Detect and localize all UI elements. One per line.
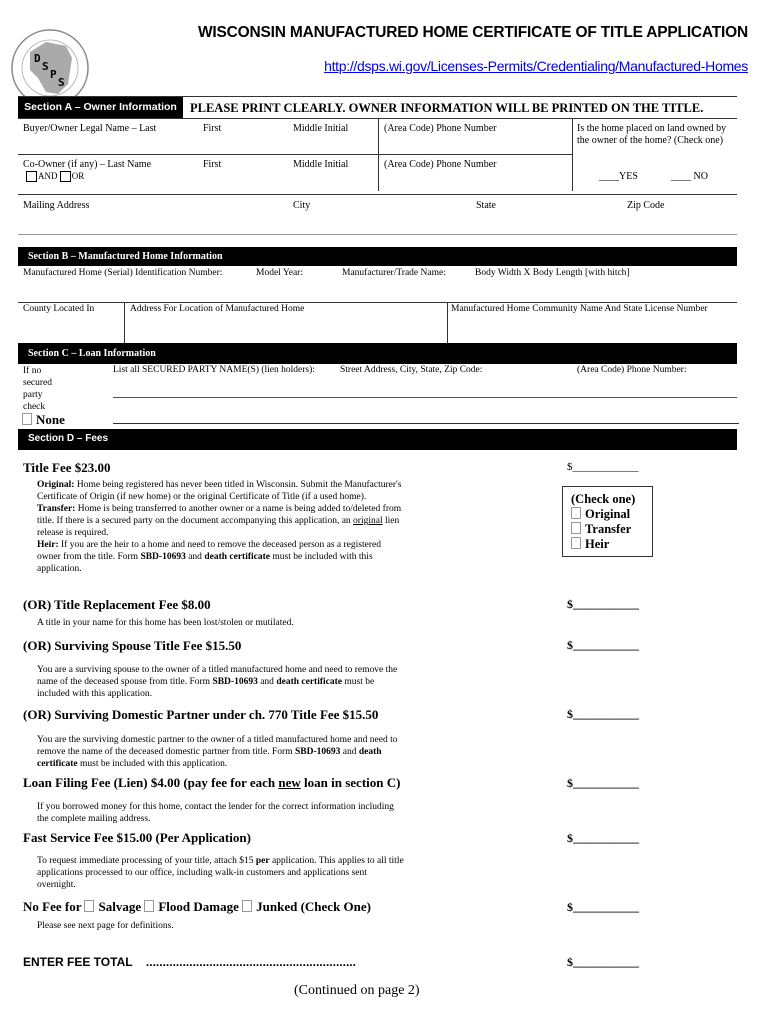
loan-fee-text-2: loan in section C) bbox=[300, 775, 401, 790]
section-b-title: Section B – Manufactured Home Information bbox=[28, 251, 223, 262]
fast-service-description bbox=[37, 855, 407, 891]
spouse-form-number: SBD-10693 bbox=[212, 677, 258, 687]
secured-party-names-label: List all SECURED PARTY NAME(S) (lien holders): bbox=[113, 365, 315, 375]
death-certificate: death certificate bbox=[204, 552, 270, 562]
partner-text-2: must be included with this application. bbox=[77, 759, 228, 769]
and-checkbox[interactable] bbox=[26, 171, 37, 182]
title-fee-description bbox=[37, 479, 407, 575]
replacement-fee-description: A title in your name for this home has been lost/stolen or mutilated. bbox=[37, 618, 294, 628]
loan-fee-amount[interactable]: $___________ bbox=[567, 776, 639, 790]
no-blank[interactable]: ____ NO bbox=[671, 171, 708, 182]
fast-service-fee-amount[interactable]: $___________ bbox=[567, 831, 639, 845]
title-fee-amount[interactable]: $____________ bbox=[567, 461, 639, 473]
coowner-phone-label: (Area Code) Phone Number bbox=[384, 159, 497, 170]
section-a-header: Section A – Owner Information bbox=[18, 97, 183, 118]
section-c-header bbox=[18, 343, 737, 364]
buyer-first-name-label: First bbox=[203, 123, 222, 134]
junked-checkbox[interactable] bbox=[242, 900, 252, 912]
partner-text: You are the surviving domestic partner to the owner of a titled manufactured home and need to remove the name of the deceased domestic partner from title. Form bbox=[37, 735, 398, 757]
partner-and: and bbox=[340, 747, 359, 757]
heir-text: If you are the heir to a home and need to remove the deceased person as a registered owner from the title. Form bbox=[37, 540, 381, 562]
flood-damage-checkbox[interactable] bbox=[144, 900, 154, 912]
transfer-option[interactable] bbox=[571, 522, 652, 537]
lienholder-line-2[interactable] bbox=[113, 423, 739, 424]
and-label: AND bbox=[38, 171, 58, 181]
party-text: party bbox=[23, 390, 43, 400]
loan-fee-description: If you borrowed money for this home, contact the lender for the correct information including the complete mailing address. bbox=[37, 802, 394, 824]
svg-text:D: D bbox=[34, 52, 41, 65]
none-label: None bbox=[36, 412, 65, 427]
heir-heading: Heir: bbox=[37, 540, 59, 550]
section-d-title: Section D – Fees bbox=[28, 433, 109, 444]
original-underlined: original bbox=[353, 516, 383, 526]
salvage-label: Salvage bbox=[98, 899, 142, 914]
partner-fee-description bbox=[37, 734, 407, 770]
city-label: City bbox=[293, 200, 311, 211]
transfer-option-label: Transfer bbox=[585, 522, 632, 536]
svg-text:S: S bbox=[58, 76, 65, 89]
spouse-fee-amount[interactable]: $___________ bbox=[567, 638, 639, 652]
form-number: SBD-10693 bbox=[140, 552, 186, 562]
state-label: State bbox=[476, 200, 496, 211]
loan-fee-heading bbox=[23, 775, 400, 791]
and-or-options bbox=[26, 171, 84, 182]
leader-dots: ............................................................... bbox=[145, 955, 356, 969]
or-checkbox[interactable] bbox=[60, 171, 71, 182]
or-label: OR bbox=[71, 171, 85, 181]
heir-option[interactable] bbox=[571, 537, 652, 552]
original-text: Home being registered has never been titled in Wisconsin. Submit the Manufacturer's Certificate of Origin (if new home) or the original Certificate of Title (if a used home). bbox=[37, 480, 402, 502]
serial-number-label: Manufactured Home (Serial) Identification Number: bbox=[23, 268, 223, 278]
section-d-header bbox=[18, 429, 737, 450]
spouse-fee-heading: (OR) Surviving Spouse Title Fee $15.50 bbox=[23, 638, 242, 653]
coowner-first-name-label: First bbox=[203, 159, 222, 170]
transfer-text: Home is being transferred to another owner or a name is being added to/deleted from title. If there is a secured party on the document accompanying this application, an bbox=[37, 504, 402, 526]
junked-label: Junked (Check One) bbox=[256, 899, 371, 914]
fast-text-2: application. This applies to all title applications processed to our office, including walk-in customers and applications sent overnight. bbox=[37, 856, 404, 890]
check-text: check bbox=[23, 402, 46, 412]
lienholder-phone-label: (Area Code) Phone Number: bbox=[577, 365, 687, 375]
no-fee-label: No Fee for bbox=[23, 899, 82, 914]
lienholder-address-label: Street Address, City, State, Zip Code: bbox=[340, 365, 483, 375]
print-clearly-notice: PLEASE PRINT CLEARLY. OWNER INFORMATION WILL BE PRINTED ON THE TITLE. bbox=[190, 101, 704, 115]
transfer-heading: Transfer: bbox=[37, 504, 76, 514]
if-no-text: If no bbox=[23, 366, 42, 376]
and-text: and bbox=[185, 552, 205, 562]
original-option[interactable] bbox=[571, 507, 652, 522]
community-name-label: Manufactured Home Community Name And State License Number bbox=[451, 304, 708, 314]
fast-text: To request immediate processing of your title, attach $15 bbox=[37, 856, 256, 866]
original-checkbox[interactable] bbox=[571, 507, 581, 519]
spouse-death-certificate: death certificate bbox=[276, 677, 342, 687]
land-owned-question: Is the home placed on land owned by the owner of the home? (Check one) bbox=[577, 123, 727, 146]
lienholder-line-1[interactable] bbox=[113, 397, 737, 398]
manufacturer-label: Manufacturer/Trade Name: bbox=[342, 268, 446, 278]
none-checkbox-option[interactable] bbox=[22, 412, 65, 428]
partner-death-certificate: death certificate bbox=[37, 747, 382, 769]
section-b-header bbox=[18, 247, 737, 266]
title-fee-heading: Title Fee $23.00 bbox=[23, 460, 111, 475]
home-address-label: Address For Location of Manufactured Home bbox=[130, 304, 305, 314]
original-heading: Original: bbox=[37, 480, 75, 490]
form-title: WISCONSIN MANUFACTURED HOME CERTIFICATE OF TITLE APPLICATION bbox=[198, 24, 748, 41]
heir-option-label: Heir bbox=[585, 537, 610, 551]
no-fee-amount[interactable]: $___________ bbox=[567, 900, 639, 914]
no-fee-heading bbox=[23, 899, 371, 915]
spouse-text: You are a surviving spouse to the owner of a titled manufactured home and need to remove the name of the deceased spouse from title. Form bbox=[37, 665, 398, 687]
spouse-and: and bbox=[257, 677, 277, 687]
buyer-middle-initial-label: Middle Initial bbox=[293, 123, 349, 134]
mailing-address-label: Mailing Address bbox=[23, 200, 90, 211]
buyer-last-name-label: Buyer/Owner Legal Name – Last bbox=[23, 123, 157, 134]
spouse-text-2: must be included with this application. bbox=[37, 677, 375, 699]
replacement-fee-heading: (OR) Title Replacement Fee $8.00 bbox=[23, 597, 211, 612]
title-type-checkbox-group bbox=[562, 486, 653, 557]
partner-fee-amount[interactable]: $___________ bbox=[567, 707, 639, 721]
heir-checkbox[interactable] bbox=[571, 537, 581, 549]
heir-text-2: must be included with this application. bbox=[37, 552, 373, 574]
spouse-fee-description bbox=[37, 664, 407, 700]
svg-text:P: P bbox=[50, 68, 57, 81]
svg-text:S: S bbox=[42, 60, 49, 73]
body-dimensions-label: Body Width X Body Length [with hitch] bbox=[475, 268, 630, 278]
section-c-title: Section C – Loan Information bbox=[28, 348, 156, 359]
partner-fee-heading: (OR) Surviving Domestic Partner under ch. 770 Title Fee $15.50 bbox=[23, 707, 379, 722]
continued-note: (Continued on page 2) bbox=[294, 983, 420, 998]
fee-total-label bbox=[23, 955, 356, 969]
zip-code-label: Zip Code bbox=[627, 200, 665, 211]
fast-per: per bbox=[255, 856, 270, 866]
no-secured-party-note bbox=[23, 365, 52, 413]
transfer-text-2: lien release is required. bbox=[37, 516, 400, 538]
check-one-label: (Check one) bbox=[571, 492, 636, 506]
enter-fee-total: ENTER FEE TOTAL bbox=[23, 955, 133, 969]
loan-new: new bbox=[278, 775, 301, 790]
yes-blank[interactable]: ____YES bbox=[599, 171, 638, 182]
model-year-label: Model Year: bbox=[256, 268, 303, 278]
buyer-phone-label: (Area Code) Phone Number bbox=[384, 123, 497, 134]
replacement-fee-amount[interactable]: $___________ bbox=[567, 597, 639, 611]
fast-service-fee-heading: Fast Service Fee $15.00 (Per Application) bbox=[23, 830, 251, 845]
dsps-url-link[interactable]: http://dsps.wi.gov/Licenses-Permits/Credentialing/Manufactured-Homes bbox=[324, 58, 748, 74]
loan-fee-text: Loan Filing Fee (Lien) $4.00 (pay fee for each bbox=[23, 775, 279, 790]
secured-text: secured bbox=[23, 378, 53, 388]
none-checkbox[interactable] bbox=[22, 413, 32, 425]
transfer-checkbox[interactable] bbox=[571, 522, 581, 534]
county-label: County Located In bbox=[23, 304, 95, 314]
flood-damage-label: Flood Damage bbox=[158, 899, 239, 914]
original-option-label: Original bbox=[585, 507, 631, 521]
coowner-last-name-label: Co-Owner (if any) – Last Name bbox=[23, 159, 152, 170]
partner-form-number: SBD-10693 bbox=[295, 747, 341, 757]
fee-total-amount[interactable]: $___________ bbox=[567, 955, 639, 969]
no-fee-description: Please see next page for definitions. bbox=[37, 921, 174, 931]
coowner-middle-initial-label: Middle Initial bbox=[293, 159, 349, 170]
salvage-checkbox[interactable] bbox=[84, 900, 94, 912]
